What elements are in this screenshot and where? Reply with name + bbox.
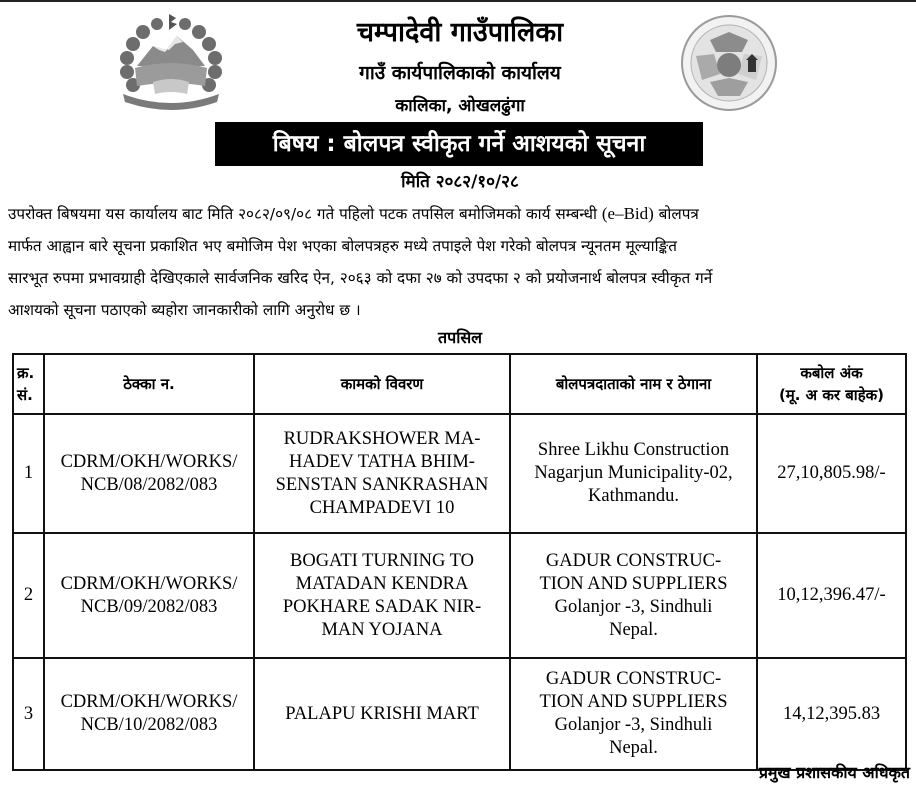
bidder-line: Golanjor -3, Sindhuli	[554, 596, 713, 617]
cell-bidder	[510, 533, 757, 658]
contract-line: NCB/10/2082/083	[80, 715, 218, 735]
bidder-line: GADUR CONSTRUC-	[545, 669, 722, 689]
cell-bidder	[510, 414, 757, 533]
bidder-line: Nagarjun Municipality-02,	[534, 463, 733, 483]
body-line-1-text: उपरोक्त बिषयमा यस कार्यालय बाट मिति २०८२/०९/०८ गते पहिलो पटक तपसिल बमोजिमको कार्य सम्बन्धी	[8, 205, 602, 223]
table-row	[13, 533, 906, 658]
cell-amount: 14,12,395.83	[757, 658, 906, 770]
nepal-emblem-icon	[113, 10, 229, 114]
bid-table	[12, 353, 907, 771]
bidder-line: Kathmandu.	[588, 486, 679, 506]
municipality-logo-icon	[680, 14, 778, 112]
municipality-title: चम्पादेवी गाउँपालिका	[356, 17, 564, 48]
description-line: PALAPU KRISHI MART	[285, 703, 479, 724]
description-line: MAN YOJANA	[321, 619, 443, 640]
header-serial-line2: सं.	[17, 386, 33, 404]
top-border-line	[0, 0, 916, 2]
contract-line: CDRM/OKH/WORKS/	[60, 451, 238, 472]
header-description: कामको विवरण	[254, 354, 510, 414]
header-amount-line1: कबोल अंक	[800, 364, 863, 382]
contract-line: NCB/08/2082/083	[80, 474, 218, 495]
table-row	[13, 658, 906, 770]
cell-contract	[44, 658, 254, 770]
cell-amount: 27,10,805.98/-	[757, 414, 906, 533]
cell-description	[254, 658, 510, 770]
description-line: RUDRAKSHOWER MA-	[283, 428, 481, 449]
contract-line: CDRM/OKH/WORKS/	[60, 573, 238, 594]
header-amount	[757, 354, 906, 414]
bidder-line: Shree Likhu Construction	[537, 440, 730, 460]
header-bidder: बोलपत्रदाताको नाम र ठेगाना	[510, 354, 757, 414]
cell-contract	[44, 414, 254, 533]
bidder-line: TION AND SUPPLIERS	[539, 692, 728, 712]
cell-serial: 3	[13, 658, 44, 770]
body-line-2: मार्फत आह्वान बारे सूचना प्रकाशित भए बमोजिम पेश भएका बोलपत्रहरु मध्ये तपाइले पेश गरेको बोलपत्र न्यूनतम मूल्याङ्कित	[8, 237, 677, 255]
contract-line: CDRM/OKH/WORKS/	[60, 692, 238, 712]
bidder-line: Nepal.	[609, 738, 658, 758]
description-line: CHAMPADEVI 10	[309, 497, 455, 518]
notice-date: मिति २०८२/१०/२८	[401, 172, 519, 192]
description-line: POKHARE SADAK NIR-	[282, 596, 482, 617]
table-row	[13, 414, 906, 533]
cell-bidder	[510, 658, 757, 770]
cell-description	[254, 533, 510, 658]
header-serial	[13, 354, 44, 414]
header-amount-line2: (मू. अ कर बाहेक)	[778, 386, 885, 404]
header-serial-line1: क्र.	[17, 364, 35, 382]
subject-banner: बिषय : बोलपत्र स्वीकृत गर्ने आशयको सूचना	[215, 122, 703, 166]
body-line-3: सारभूत रुपमा प्रभावग्राही देखिएकाले सार्वजनिक खरिद ऐन, २०६३ को दफा २७ को उपदफा २ को प्रयोजनार्थ बोलपत्र स्वीकृत गर्ने	[8, 269, 713, 287]
table-caption: तपसिल	[437, 328, 483, 347]
header-contract-no: ठेक्का न.	[44, 354, 254, 414]
description-line: MATADAN KENDRA	[295, 573, 469, 594]
signatory-title: प्रमुख प्रशासकीय अधिकृत	[758, 763, 910, 782]
cell-serial: 1	[13, 414, 44, 533]
ebid-label: (e–Bid)	[601, 204, 654, 223]
office-name: गाउँ कार्यपालिकाको कार्यालय	[359, 62, 561, 84]
body-line-4: आशयको सूचना पठाएको ब्यहोरा जानकारीको लागि अनुरोध छ ।	[8, 301, 361, 319]
body-line-1-end: बोलपत्र	[653, 205, 699, 223]
description-line: SENSTAN SANKRASHAN	[275, 474, 489, 495]
description-line: BOGATI TURNING TO	[290, 550, 474, 571]
bidder-line: GADUR CONSTRUC-	[545, 550, 722, 571]
bidder-line: TION AND SUPPLIERS	[539, 573, 728, 594]
body-line-1	[8, 198, 910, 230]
table-header-row	[13, 354, 906, 414]
description-line: HADEV TATHA BHIM-	[289, 451, 475, 472]
bidder-line: Nepal.	[609, 619, 658, 640]
notice-body	[8, 198, 910, 326]
cell-amount: 10,12,396.47/-	[757, 533, 906, 658]
contract-line: NCB/09/2082/083	[80, 596, 218, 617]
bidder-line: Golanjor -3, Sindhuli	[554, 715, 713, 735]
cell-serial: 2	[13, 533, 44, 658]
cell-contract	[44, 533, 254, 658]
cell-description	[254, 414, 510, 533]
office-location: कालिका, ओखलढुंगा	[395, 96, 525, 116]
